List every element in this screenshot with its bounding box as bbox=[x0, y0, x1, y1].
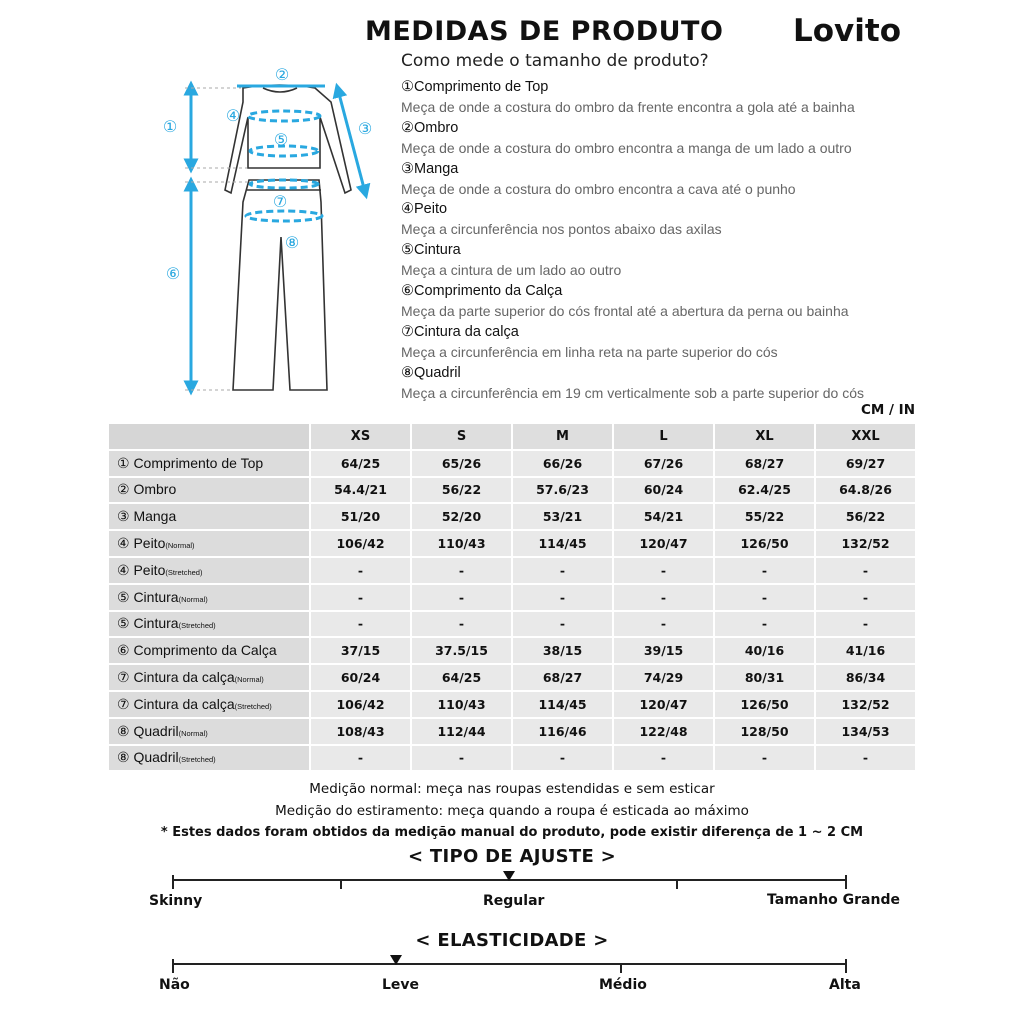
row-label bbox=[109, 638, 309, 663]
table-row bbox=[109, 719, 915, 744]
table-cell: 56/22 bbox=[412, 478, 511, 503]
notes bbox=[0, 779, 1024, 844]
chest-line bbox=[248, 111, 320, 121]
table-row bbox=[109, 531, 915, 556]
table-cell: 86/34 bbox=[816, 665, 915, 690]
table-cell: - bbox=[816, 585, 915, 610]
table-cell: - bbox=[816, 612, 915, 637]
fit-label-regular: Regular bbox=[483, 893, 545, 909]
table-cell: 38/15 bbox=[513, 638, 612, 663]
table-row bbox=[109, 692, 915, 717]
row-label bbox=[109, 665, 309, 690]
row-label-text: ⑤ Cintura bbox=[117, 615, 179, 632]
measure-item bbox=[401, 323, 961, 364]
measure-name: ②Ombro bbox=[401, 119, 459, 136]
marker-6: ⑥ bbox=[165, 264, 181, 283]
fit-label-skinny: Skinny bbox=[149, 893, 203, 909]
row-label-text: ② Ombro bbox=[117, 481, 177, 498]
fit-title: < TIPO DE AJUSTE > bbox=[407, 846, 617, 867]
table-cell: 132/52 bbox=[816, 692, 915, 717]
measure-desc: Meça a cintura de um lado ao outro bbox=[401, 262, 622, 279]
note-disclaimer: * Estes dados foram obtidos da medição manual do produto, pode existir diferença de 1 ~ 2 CM bbox=[160, 825, 864, 840]
size-header: M bbox=[513, 424, 612, 449]
row-label-text: ⑧ Quadril bbox=[117, 749, 179, 766]
measure-item bbox=[401, 241, 961, 282]
table-row bbox=[109, 585, 915, 610]
elasticity-label-none: Não bbox=[159, 977, 190, 993]
row-label-sub: (Stretched) bbox=[165, 567, 203, 577]
table-cell: 66/26 bbox=[513, 451, 612, 476]
table-cell: 37.5/15 bbox=[412, 638, 511, 663]
size-header: L bbox=[614, 424, 713, 449]
table-cell: 116/46 bbox=[513, 719, 612, 744]
row-label-sub: (Normal) bbox=[165, 541, 195, 551]
table-cell: 53/21 bbox=[513, 504, 612, 529]
table-cell: 55/22 bbox=[715, 504, 814, 529]
fit-scale bbox=[173, 879, 846, 891]
elasticity-label-light: Leve bbox=[382, 977, 420, 993]
row-label-text: ⑦ Cintura da calça bbox=[117, 695, 235, 712]
measure-desc: Meça a circunferência em linha reta na parte superior do cós bbox=[401, 343, 778, 360]
pant-waist-line bbox=[250, 180, 318, 188]
table-cell: - bbox=[311, 612, 410, 637]
measure-item bbox=[401, 364, 961, 405]
table-cell: 65/26 bbox=[412, 451, 511, 476]
size-header: S bbox=[412, 424, 511, 449]
table-cell: - bbox=[715, 558, 814, 583]
marker-5: ⑤ bbox=[273, 130, 289, 149]
table-cell: - bbox=[311, 558, 410, 583]
table-cell: - bbox=[614, 746, 713, 771]
table-cell: - bbox=[715, 612, 814, 637]
row-label-text: ③ Manga bbox=[117, 508, 177, 525]
table-cell: - bbox=[311, 585, 410, 610]
row-label-text: ⑧ Quadril bbox=[117, 722, 179, 739]
table-cell: - bbox=[614, 612, 713, 637]
table-cell: - bbox=[412, 746, 511, 771]
table-corner bbox=[109, 424, 309, 449]
measure-name: ⑧Quadril bbox=[401, 364, 461, 381]
row-label-sub: (Normal) bbox=[178, 594, 208, 604]
row-label bbox=[109, 531, 309, 556]
marker-2: ② bbox=[274, 65, 290, 84]
marker-7: ⑦ bbox=[272, 192, 288, 211]
note-normal: Medição normal: meça nas roupas estendidas e sem esticar bbox=[309, 781, 715, 797]
measure-desc: Meça de onde a costura do ombro da frente encontra a gola até a bainha bbox=[401, 99, 855, 115]
table-cell: 64/25 bbox=[412, 665, 511, 690]
table-cell: 120/47 bbox=[614, 531, 713, 556]
table-cell: 120/47 bbox=[614, 692, 713, 717]
table-cell: 112/44 bbox=[412, 719, 511, 744]
hip-line bbox=[246, 211, 322, 221]
row-label bbox=[109, 612, 309, 637]
fit-marker bbox=[503, 871, 515, 881]
table-cell: 110/43 bbox=[412, 692, 511, 717]
table-cell: 114/45 bbox=[513, 692, 612, 717]
measure-item bbox=[401, 119, 961, 160]
table-cell: 126/50 bbox=[715, 692, 814, 717]
table-cell: 39/15 bbox=[614, 638, 713, 663]
table-cell: 114/45 bbox=[513, 531, 612, 556]
table-cell: 128/50 bbox=[715, 719, 814, 744]
unit-label: CM / IN bbox=[861, 402, 915, 418]
size-table bbox=[107, 422, 917, 772]
table-cell: 80/31 bbox=[715, 665, 814, 690]
table-cell: 62.4/25 bbox=[715, 478, 814, 503]
measure-item bbox=[401, 78, 961, 119]
measure-name: ⑤Cintura bbox=[401, 242, 461, 259]
table-row bbox=[109, 746, 915, 771]
row-label-sub: (Stretched) bbox=[178, 621, 216, 631]
table-cell: 106/42 bbox=[311, 692, 410, 717]
table-cell: 122/48 bbox=[614, 719, 713, 744]
page-title: MEDIDAS DE PRODUTO bbox=[365, 16, 724, 47]
measure-item bbox=[401, 282, 961, 323]
table-cell: 54/21 bbox=[614, 504, 713, 529]
measure-name: ⑥Comprimento da Calça bbox=[401, 282, 563, 299]
marker-3: ③ bbox=[357, 119, 373, 138]
table-cell: 57.6/23 bbox=[513, 478, 612, 503]
row-label-sub: (Stretched) bbox=[234, 701, 272, 711]
row-label bbox=[109, 478, 309, 503]
row-label-sub: (Normal) bbox=[178, 728, 208, 738]
table-row bbox=[109, 451, 915, 476]
measure-name: ④Peito bbox=[401, 201, 448, 218]
fit-label-large: Tamanho Grande bbox=[767, 892, 900, 908]
garment-illustration bbox=[155, 62, 385, 402]
table-row bbox=[109, 638, 915, 663]
table-row bbox=[109, 504, 915, 529]
table-cell: 60/24 bbox=[311, 665, 410, 690]
measure-desc: Meça de onde a costura do ombro encontra a cava até o punho bbox=[401, 180, 796, 197]
size-header: XL bbox=[715, 424, 814, 449]
row-label-text: ④ Peito bbox=[117, 535, 166, 552]
table-cell: - bbox=[513, 612, 612, 637]
row-label-sub: (Stretched) bbox=[178, 755, 216, 765]
marker-1: ① bbox=[162, 117, 178, 136]
table-cell: 110/43 bbox=[412, 531, 511, 556]
row-label-text: ① Comprimento de Top bbox=[117, 454, 264, 471]
measure-name: ①Comprimento de Top bbox=[401, 79, 549, 95]
row-label bbox=[109, 451, 309, 476]
table-header-row bbox=[109, 424, 915, 449]
measure-name: ③Manga bbox=[401, 160, 459, 177]
row-label-sub: (Normal) bbox=[234, 675, 264, 685]
row-label-text: ④ Peito bbox=[117, 561, 166, 578]
marker-4: ④ bbox=[225, 106, 241, 125]
row-label bbox=[109, 558, 309, 583]
table-cell: 54.4/21 bbox=[311, 478, 410, 503]
row-label bbox=[109, 719, 309, 744]
measure-desc: Meça a circunferência nos pontos abaixo das axilas bbox=[401, 221, 722, 238]
sleeve-line bbox=[338, 90, 365, 192]
table-cell: - bbox=[715, 746, 814, 771]
table-cell: - bbox=[412, 558, 511, 583]
table-cell: - bbox=[715, 585, 814, 610]
table-cell: - bbox=[513, 746, 612, 771]
table-cell: 64.8/26 bbox=[816, 478, 915, 503]
marker-8: ⑧ bbox=[284, 233, 300, 252]
table-cell: - bbox=[614, 585, 713, 610]
table-cell: 67/26 bbox=[614, 451, 713, 476]
table-cell: 106/42 bbox=[311, 531, 410, 556]
measure-item bbox=[401, 160, 961, 201]
table-cell: - bbox=[513, 585, 612, 610]
table-cell: - bbox=[816, 558, 915, 583]
elasticity-marker bbox=[390, 955, 402, 965]
table-cell: 52/20 bbox=[412, 504, 511, 529]
table-cell: 108/43 bbox=[311, 719, 410, 744]
table-cell: 51/20 bbox=[311, 504, 410, 529]
table-cell: - bbox=[412, 612, 511, 637]
table-cell: 69/27 bbox=[816, 451, 915, 476]
table-row bbox=[109, 478, 915, 503]
table-cell: - bbox=[614, 558, 713, 583]
table-cell: 68/27 bbox=[513, 665, 612, 690]
table-cell: 56/22 bbox=[816, 504, 915, 529]
table-cell: 64/25 bbox=[311, 451, 410, 476]
table-row bbox=[109, 558, 915, 583]
row-label bbox=[109, 692, 309, 717]
measurement-guide bbox=[401, 78, 961, 404]
table-cell: 60/24 bbox=[614, 478, 713, 503]
table-cell: 41/16 bbox=[816, 638, 915, 663]
table-row bbox=[109, 612, 915, 637]
table-cell: 40/16 bbox=[715, 638, 814, 663]
row-label bbox=[109, 585, 309, 610]
note-stretch: Medição do estiramento: meça quando a roupa é esticada ao máximo bbox=[275, 802, 749, 819]
table-cell: 68/27 bbox=[715, 451, 814, 476]
elasticity-scale bbox=[173, 963, 846, 975]
table-cell: 134/53 bbox=[816, 719, 915, 744]
table-cell: - bbox=[412, 585, 511, 610]
size-header: XXL bbox=[816, 424, 915, 449]
elasticity-label-medium: Médio bbox=[599, 977, 647, 993]
garment-diagram bbox=[155, 62, 385, 402]
row-label-text: ⑦ Cintura da calça bbox=[117, 669, 235, 686]
row-label-text: ⑥ Comprimento da Calça bbox=[117, 642, 277, 659]
table-cell: - bbox=[816, 746, 915, 771]
measure-desc: Meça de onde a costura do ombro encontra a manga de um lado a outro bbox=[401, 139, 852, 156]
table-cell: 132/52 bbox=[816, 531, 915, 556]
row-label-text: ⑤ Cintura bbox=[117, 588, 179, 605]
row-label bbox=[109, 504, 309, 529]
page-subtitle: Como mede o tamanho de produto? bbox=[401, 51, 709, 71]
size-header: XS bbox=[311, 424, 410, 449]
elasticity-title: < ELASTICIDADE > bbox=[415, 930, 609, 951]
brand-logo: Lovito bbox=[793, 13, 902, 49]
measure-name: ⑦Cintura da calça bbox=[401, 323, 519, 340]
row-label bbox=[109, 746, 309, 771]
measure-desc: Meça a circunferência em 19 cm verticalmente sob a parte superior do cós bbox=[401, 384, 864, 401]
table-cell: 74/29 bbox=[614, 665, 713, 690]
measure-item bbox=[401, 200, 961, 241]
table-body bbox=[109, 451, 915, 771]
table-cell: - bbox=[311, 746, 410, 771]
table-row bbox=[109, 665, 915, 690]
table-cell: 126/50 bbox=[715, 531, 814, 556]
table-cell: 37/15 bbox=[311, 638, 410, 663]
elasticity-label-high: Alta bbox=[829, 977, 861, 993]
table-cell: - bbox=[513, 558, 612, 583]
measure-desc: Meça da parte superior do cós frontal até a abertura da perna ou bainha bbox=[401, 302, 849, 319]
